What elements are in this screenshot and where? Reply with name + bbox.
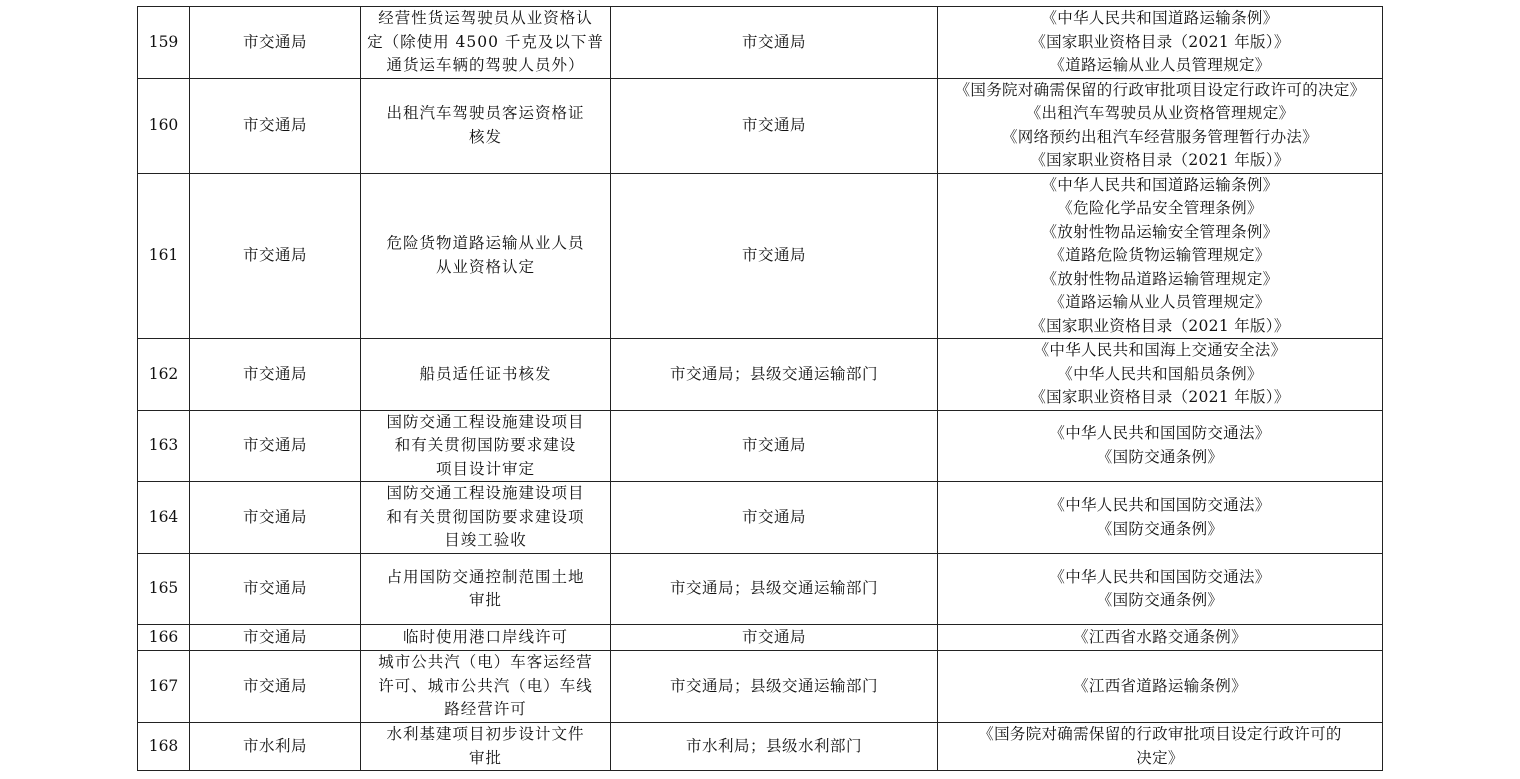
legal-basis-line: 《中华人民共和国道路运输条例》 [1041, 9, 1279, 27]
legal-basis [938, 723, 1383, 771]
legal-basis-line: 《江西省水路交通条例》 [1073, 627, 1247, 646]
approval-item-line: 定（除使用 4500 千克及以下普 [367, 32, 604, 51]
legal-basis-line: 《国家职业资格目录（2021 年版）》 [1030, 32, 1290, 51]
approval-item [361, 410, 611, 482]
legal-basis-line: 决定》 [1136, 748, 1184, 767]
implementing-body: 市水利局；县级水利部门 [611, 723, 938, 771]
legal-basis-line: 《国家职业资格目录（2021 年版）》 [1030, 316, 1290, 335]
table-row [138, 554, 1383, 625]
legal-basis-line: 《道路运输从业人员管理规定》 [1049, 56, 1271, 74]
legal-basis-line: 《中华人民共和国道路运输条例》 [1041, 175, 1279, 194]
legal-basis-line: 《网络预约出租汽车经营服务管理暂行办法》 [1001, 127, 1318, 146]
department: 市交通局 [190, 625, 361, 651]
implementing-body: 市交通局 [611, 482, 938, 554]
legal-basis-line: 《中华人民共和国海上交通安全法》 [1033, 341, 1287, 359]
legal-basis-line: 《中华人民共和国船员条例》 [1057, 364, 1263, 383]
legal-basis [938, 554, 1383, 625]
approval-item [361, 7, 611, 79]
table-body [138, 7, 1383, 771]
table-row [138, 482, 1383, 554]
implementing-body: 市交通局 [611, 173, 938, 339]
approval-item [361, 723, 611, 771]
legal-basis-line: 《道路运输从业人员管理规定》 [1049, 293, 1271, 311]
table-row [138, 723, 1383, 771]
row-number: 160 [138, 78, 190, 173]
approval-item-line: 核发 [468, 127, 502, 146]
approval-item-line: 和有关贯彻国防要求建设项 [386, 507, 585, 526]
row-number: 165 [138, 554, 190, 625]
implementing-body: 市交通局；县级交通运输部门 [611, 651, 938, 723]
legal-basis-line: 《国务院对确需保留的行政审批项目设定行政许可的决定》 [954, 80, 1366, 99]
approval-item-line: 经营性货运驾驶员从业资格认 [378, 9, 593, 27]
legal-basis-line: 《国防交通条例》 [1096, 519, 1224, 538]
legal-basis [938, 173, 1383, 339]
department: 市交通局 [190, 339, 361, 411]
approval-item [361, 173, 611, 339]
approval-item-line: 船员适任证书核发 [419, 364, 552, 383]
approval-item-line: 路经营许可 [444, 700, 527, 719]
row-number: 161 [138, 173, 190, 339]
approval-item [361, 339, 611, 411]
approval-item [361, 625, 611, 651]
approval-item-line: 目竣工验收 [444, 531, 527, 550]
legal-basis-line: 《国务院对确需保留的行政审批项目设定行政许可的 [978, 725, 1342, 743]
legal-basis-line: 《中华人民共和国国防交通法》 [1049, 496, 1271, 514]
approval-item-line: 危险货物道路运输从业人员 [386, 234, 585, 253]
legal-basis [938, 410, 1383, 482]
row-number: 159 [138, 7, 190, 79]
approval-item-line: 水利基建项目初步设计文件 [386, 725, 585, 743]
legal-basis-line: 《放射性物品道路运输管理规定》 [1041, 269, 1279, 288]
implementing-body: 市交通局 [611, 78, 938, 173]
legal-basis [938, 625, 1383, 651]
legal-basis-line: 《危险化学品安全管理条例》 [1057, 199, 1263, 217]
row-number: 167 [138, 651, 190, 723]
permit-table [137, 6, 1383, 771]
row-number: 162 [138, 339, 190, 411]
department: 市交通局 [190, 482, 361, 554]
legal-basis [938, 78, 1383, 173]
approval-item-line: 审批 [468, 591, 502, 609]
approval-item-line: 临时使用港口岸线许可 [402, 627, 568, 646]
department: 市交通局 [190, 173, 361, 339]
table-row [138, 651, 1383, 723]
table-row [138, 339, 1383, 411]
department: 市交通局 [190, 78, 361, 173]
approval-item-line: 许可、城市公共汽（电）车线 [378, 676, 593, 695]
table-row [138, 78, 1383, 173]
approval-item-line: 国防交通工程设施建设项目 [386, 484, 585, 503]
approval-item [361, 78, 611, 173]
approval-item-line: 国防交通工程设施建设项目 [386, 412, 585, 431]
table-row [138, 173, 1383, 339]
implementing-body: 市交通局 [611, 625, 938, 651]
implementing-body: 市交通局 [611, 410, 938, 482]
approval-item-line: 审批 [468, 748, 502, 767]
row-number: 163 [138, 410, 190, 482]
legal-basis [938, 482, 1383, 554]
legal-basis-line: 《放射性物品运输安全管理条例》 [1041, 222, 1279, 241]
implementing-body: 市交通局 [611, 7, 938, 79]
approval-item [361, 554, 611, 625]
table-row [138, 625, 1383, 651]
legal-basis-line: 《中华人民共和国国防交通法》 [1049, 567, 1271, 586]
legal-basis-line: 《国防交通条例》 [1096, 591, 1224, 609]
department: 市交通局 [190, 651, 361, 723]
row-number: 166 [138, 625, 190, 651]
legal-basis-line: 《中华人民共和国国防交通法》 [1049, 424, 1271, 443]
legal-basis [938, 651, 1383, 723]
legal-basis-line: 《国家职业资格目录（2021 年版）》 [1030, 151, 1290, 169]
approval-item-line: 项目设计审定 [435, 459, 535, 478]
approval-item [361, 651, 611, 723]
row-number: 164 [138, 482, 190, 554]
implementing-body: 市交通局；县级交通运输部门 [611, 554, 938, 625]
table-row [138, 410, 1383, 482]
legal-basis-line: 《江西省道路运输条例》 [1073, 676, 1247, 695]
approval-item-line: 从业资格认定 [435, 257, 535, 276]
row-number: 168 [138, 723, 190, 771]
legal-basis-line: 《国家职业资格目录（2021 年版）》 [1030, 388, 1290, 406]
approval-item-line: 占用国防交通控制范围土地 [386, 567, 585, 586]
department: 市交通局 [190, 410, 361, 482]
legal-basis [938, 339, 1383, 411]
department: 市交通局 [190, 7, 361, 79]
legal-basis-line: 《道路危险货物运输管理规定》 [1049, 246, 1271, 264]
approval-item-line: 通货运车辆的驾驶人员外） [386, 56, 585, 74]
legal-basis-line: 《国防交通条例》 [1096, 447, 1224, 466]
legal-basis [938, 7, 1383, 79]
table-row [138, 7, 1383, 79]
implementing-body: 市交通局；县级交通运输部门 [611, 339, 938, 411]
approval-item-line: 和有关贯彻国防要求建设 [394, 436, 577, 454]
approval-item-line: 城市公共汽（电）车客运经营 [378, 653, 593, 672]
department: 市水利局 [190, 723, 361, 771]
legal-basis-line: 《出租汽车驾驶员从业资格管理规定》 [1025, 104, 1295, 122]
approval-item [361, 482, 611, 554]
approval-item-line: 出租汽车驾驶员客运资格证 [386, 104, 585, 122]
department: 市交通局 [190, 554, 361, 625]
